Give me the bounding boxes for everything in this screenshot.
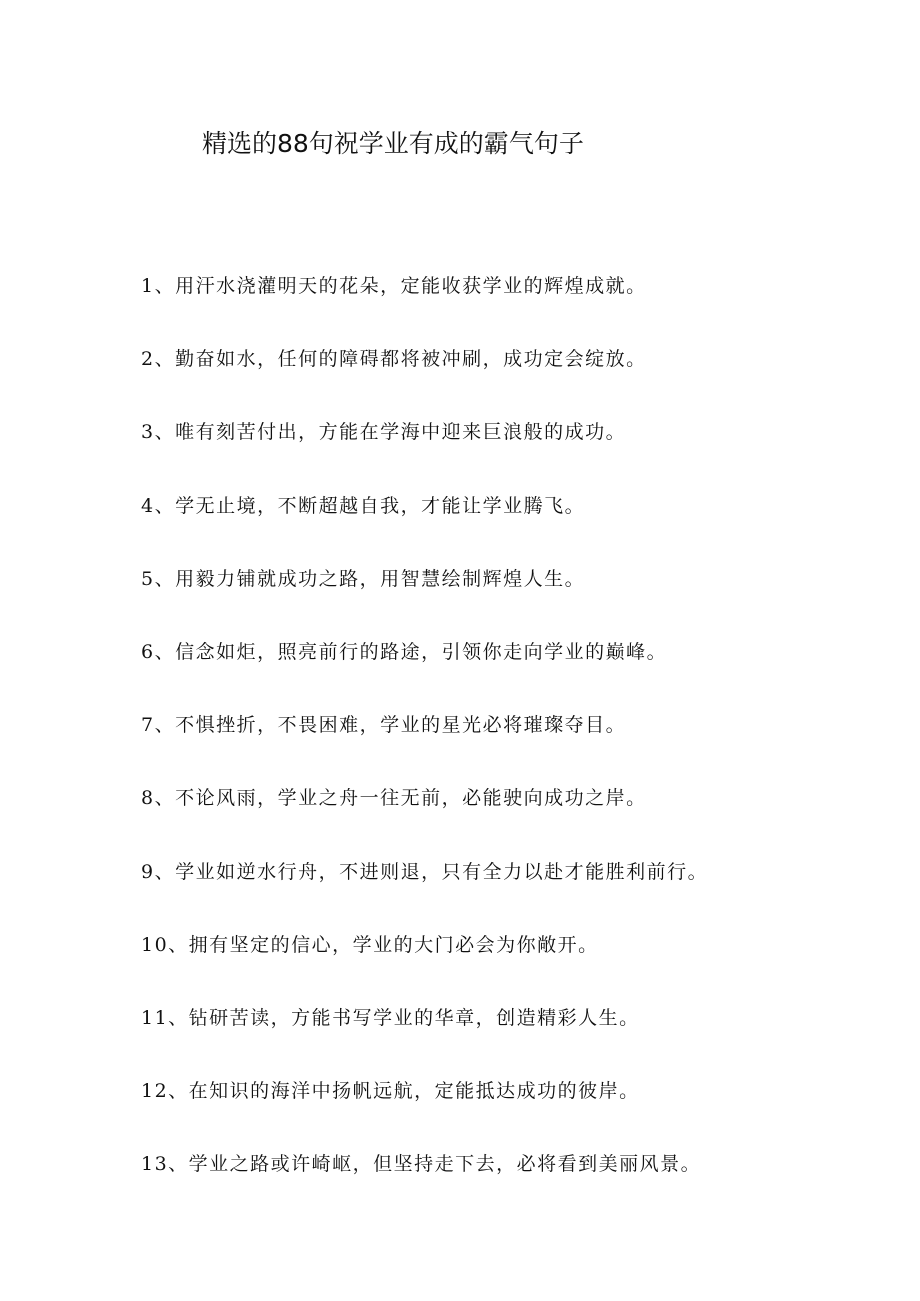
list-item: 3、唯有刻苦付出，方能在学海中迎来巨浪般的成功。	[141, 421, 627, 444]
list-item: 11、钻研苦读，方能书写学业的华章，创造精彩人生。	[141, 1006, 640, 1029]
list-item: 1、用汗水浇灌明天的花朵，定能收获学业的辉煌成就。	[141, 275, 647, 297]
list-item: 7、不惧挫折，不畏困难，学业的星光必将璀璨夺目。	[141, 714, 627, 737]
document-title: 精选的88句祝学业有成的霸气句子	[202, 129, 584, 158]
list-item: 9、学业如逆水行舟，不进则退，只有全力以赴才能胜利前行。	[141, 860, 709, 883]
list-item: 13、学业之路或许崎岖，但坚持走下去，必将看到美丽风景。	[141, 1153, 702, 1176]
list-item: 8、不论风雨，学业之舟一往无前，必能驶向成功之岸。	[141, 787, 647, 810]
list-item: 2、勤奋如水，任何的障碍都将被冲刷，成功定会绽放。	[141, 348, 647, 371]
list-item: 4、学无止境，不断超越自我，才能让学业腾飞。	[141, 494, 586, 517]
list-item: 10、拥有坚定的信心，学业的大门必会为你敞开。	[141, 933, 599, 956]
list-item: 12、在知识的海洋中扬帆远航，定能抵达成功的彼岸。	[141, 1080, 640, 1103]
list-item: 6、信念如炬，照亮前行的路途，引领你走向学业的巅峰。	[141, 640, 668, 663]
list-item: 5、用毅力铺就成功之路，用智慧绘制辉煌人生。	[141, 567, 586, 590]
sentence-list	[141, 272, 708, 1223]
